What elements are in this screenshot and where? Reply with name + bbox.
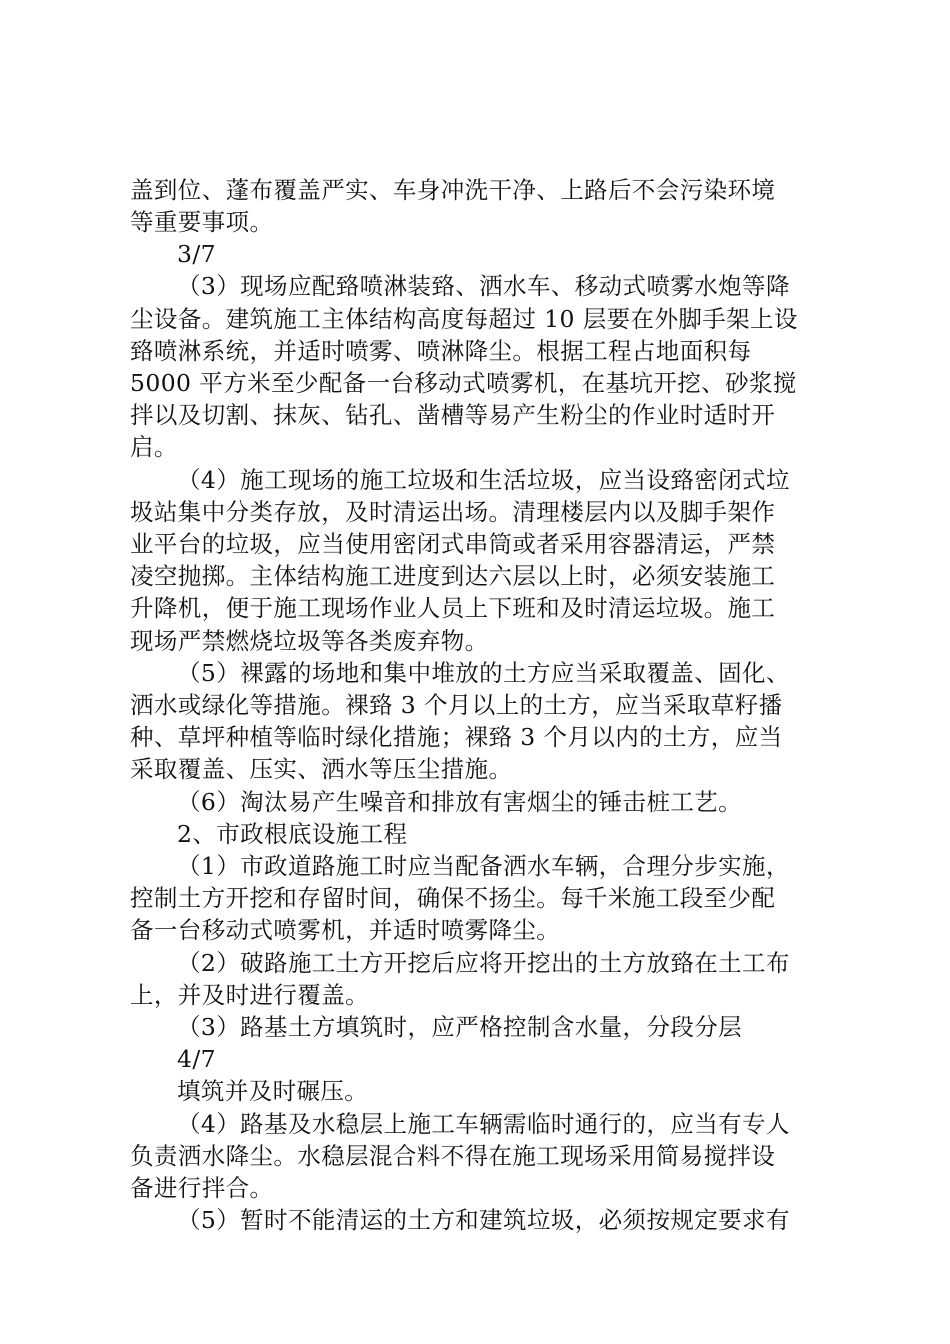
text-line: 尘设备。建筑施工主体结构高度每超过 10 层要在外脚手架上设 (130, 305, 798, 333)
text-line: 凌空抛掷。主体结构施工进度到达六层以上时，必须安装施工 (130, 562, 776, 590)
text-line: 负责洒水降尘。水稳层混合料不得在施工现场采用简易搅拌设 (130, 1142, 776, 1170)
text-line: 盖到位、蓬布覆盖严实、车身冲洗干净、上路后不会污染环境 (130, 176, 776, 204)
text-line: 现场严禁燃烧垃圾等各类废弃物。 (130, 627, 489, 655)
paragraph-start: （4）施工现场的施工垃圾和生活垃圾，应当设臵密闭式垃 (177, 466, 790, 494)
text-line: 填筑并及时碾压。 (177, 1077, 369, 1105)
paragraph-start: （3）现场应配臵喷淋装臵、洒水车、移动式喷雾水炮等降 (177, 272, 790, 300)
text-line: 圾站集中分类存放，及时清运出场。清理楼层内以及脚手架作 (130, 498, 776, 526)
text-line: 采取覆盖、压实、洒水等压尘措施。 (130, 755, 513, 783)
text-line: 启。 (130, 433, 178, 461)
paragraph-start: （5）暂时不能清运的土方和建筑垃圾，必须按规定要求有 (177, 1206, 790, 1234)
text-line: 臵喷淋系统，并适时喷雾、喷淋降尘。根据工程占地面积每 (130, 337, 752, 365)
text-line: 拌以及切割、抹灰、钻孔、凿槽等易产生粉尘的作业时适时开 (130, 401, 776, 429)
page-number: 3/7 (177, 240, 217, 268)
text-line: 控制土方开挖和存留时间，确保不扬尘。每千米施工段至少配 (130, 884, 776, 912)
text-line: 备一台移动式喷雾机，并适时喷雾降尘。 (130, 916, 561, 944)
paragraph-start: （4）路基及水稳层上施工车辆需临时通行的，应当有专人 (177, 1110, 790, 1138)
text-line: 洒水或绿化等措施。裸臵 3 个月以上的土方，应当采取草籽播 (130, 691, 783, 719)
section-heading: 2、市政根底设施工程 (177, 820, 408, 848)
text-line: 业平台的垃圾，应当使用密闭式串筒或者采用容器清运，严禁 (130, 530, 776, 558)
text-line: 5000 平方米至少配备一台移动式喷雾机，在基坑开挖、砂浆搅 (130, 369, 797, 397)
paragraph-start: （6）淘汰易产生噪音和排放有害烟尘的锤击桩工艺。 (177, 788, 743, 816)
paragraph-start: （1）市政道路施工时应当配备洒水车辆，合理分步实施， (177, 852, 790, 880)
text-line: 上，并及时进行覆盖。 (130, 981, 369, 1009)
text-line: 等重要事项。 (130, 208, 274, 236)
page-number: 4/7 (177, 1045, 217, 1073)
text-line: 备进行拌合。 (130, 1174, 274, 1202)
text-line: 种、草坪种植等临时绿化措施；裸臵 3 个月以内的土方，应当 (130, 723, 783, 751)
paragraph-start: （2）破路施工土方开挖后应将开挖出的土方放臵在土工布 (177, 949, 790, 977)
paragraph-start: （5）裸露的场地和集中堆放的土方应当采取覆盖、固化、 (177, 659, 790, 687)
text-line: 升降机，便于施工现场作业人员上下班和及时清运垃圾。施工 (130, 594, 776, 622)
paragraph-start: （3）路基土方填筑时，应严格控制含水量，分段分层 (177, 1013, 743, 1041)
